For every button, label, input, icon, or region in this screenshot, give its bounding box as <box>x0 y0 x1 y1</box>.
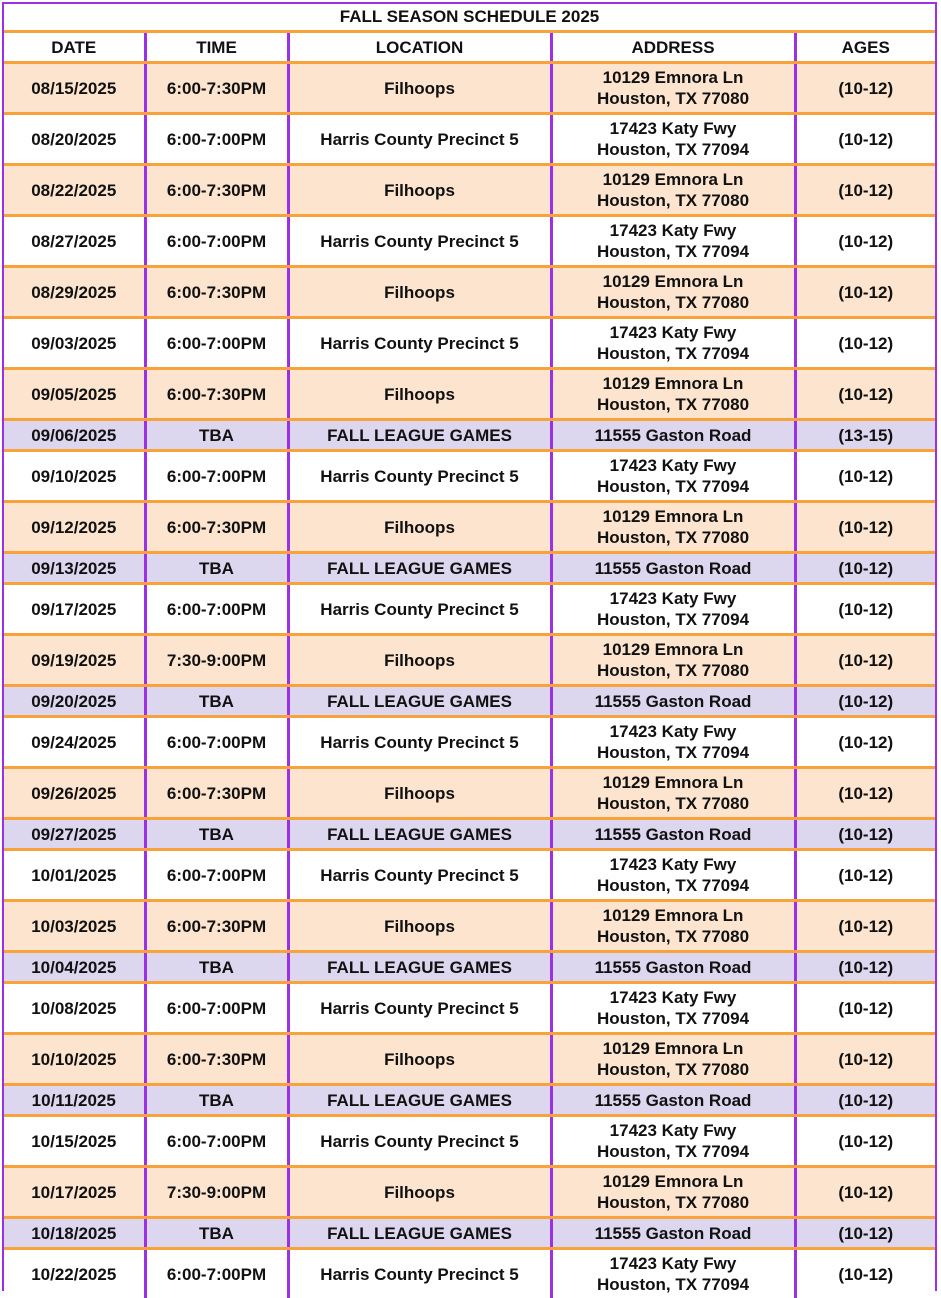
cell-time: 6:00-7:30PM <box>145 768 288 819</box>
address-line-1: 10129 Emnora Ln <box>553 373 794 394</box>
cell-date: 09/13/2025 <box>4 553 145 584</box>
address-line-2: Houston, TX 77094 <box>553 343 794 364</box>
table-row <box>4 1085 935 1116</box>
cell-time: 6:00-7:30PM <box>145 267 288 318</box>
table-row <box>4 635 935 686</box>
schedule-rows <box>4 63 935 1298</box>
cell-location: FALL LEAGUE GAMES <box>288 819 551 850</box>
cell-address <box>551 819 795 850</box>
cell-time: 6:00-7:00PM <box>145 584 288 635</box>
address-line-1: 10129 Emnora Ln <box>553 1171 794 1192</box>
cell-time: 6:00-7:00PM <box>145 1116 288 1167</box>
address-line-2: Houston, TX 77080 <box>553 88 794 109</box>
table-row <box>4 114 935 165</box>
cell-time: TBA <box>145 819 288 850</box>
cell-address <box>551 451 795 502</box>
address-line-2: Houston, TX 77094 <box>553 1141 794 1162</box>
cell-location: Filhoops <box>288 502 551 553</box>
cell-location: Harris County Precinct 5 <box>288 451 551 502</box>
cell-location: Filhoops <box>288 63 551 114</box>
table-row <box>4 267 935 318</box>
cell-ages: (10-12) <box>795 1249 935 1298</box>
cell-date: 09/26/2025 <box>4 768 145 819</box>
cell-location: Harris County Precinct 5 <box>288 717 551 768</box>
cell-address <box>551 216 795 267</box>
cell-address <box>551 717 795 768</box>
cell-address <box>551 502 795 553</box>
address-line-2: Houston, TX 77094 <box>553 609 794 630</box>
table-row <box>4 165 935 216</box>
cell-time: 6:00-7:00PM <box>145 451 288 502</box>
cell-date: 08/29/2025 <box>4 267 145 318</box>
cell-ages: (10-12) <box>795 451 935 502</box>
cell-address <box>551 1116 795 1167</box>
cell-location: FALL LEAGUE GAMES <box>288 420 551 451</box>
cell-address <box>551 952 795 983</box>
table-row <box>4 1167 935 1218</box>
cell-ages: (10-12) <box>795 686 935 717</box>
cell-location: Harris County Precinct 5 <box>288 983 551 1034</box>
table-row <box>4 1218 935 1249</box>
address-line-1: 11555 Gaston Road <box>553 1090 794 1111</box>
cell-address <box>551 850 795 901</box>
table-row <box>4 686 935 717</box>
cell-ages: (10-12) <box>795 553 935 584</box>
cell-location: Harris County Precinct 5 <box>288 1249 551 1298</box>
cell-date: 08/27/2025 <box>4 216 145 267</box>
cell-date: 10/11/2025 <box>4 1085 145 1116</box>
table-row <box>4 768 935 819</box>
cell-address <box>551 983 795 1034</box>
cell-location: Filhoops <box>288 1167 551 1218</box>
cell-location: Filhoops <box>288 635 551 686</box>
cell-time: TBA <box>145 420 288 451</box>
cell-ages: (10-12) <box>795 901 935 952</box>
header-row <box>4 33 935 63</box>
address-line-2: Houston, TX 77094 <box>553 476 794 497</box>
table-row <box>4 819 935 850</box>
cell-date: 10/18/2025 <box>4 1218 145 1249</box>
cell-ages: (10-12) <box>795 318 935 369</box>
address-line-2: Houston, TX 77094 <box>553 139 794 160</box>
address-line-2: Houston, TX 77080 <box>553 1192 794 1213</box>
header-time: TIME <box>145 33 288 63</box>
address-line-2: Houston, TX 77080 <box>553 190 794 211</box>
table-row <box>4 451 935 502</box>
table-row <box>4 584 935 635</box>
cell-address <box>551 553 795 584</box>
cell-time: 6:00-7:00PM <box>145 850 288 901</box>
cell-date: 10/08/2025 <box>4 983 145 1034</box>
cell-address <box>551 686 795 717</box>
cell-address <box>551 768 795 819</box>
cell-address <box>551 1085 795 1116</box>
cell-location: Harris County Precinct 5 <box>288 318 551 369</box>
address-line-1: 10129 Emnora Ln <box>553 67 794 88</box>
cell-date: 10/17/2025 <box>4 1167 145 1218</box>
address-line-1: 11555 Gaston Road <box>553 957 794 978</box>
cell-date: 08/15/2025 <box>4 63 145 114</box>
cell-time: 6:00-7:30PM <box>145 165 288 216</box>
address-line-1: 11555 Gaston Road <box>553 824 794 845</box>
cell-date: 09/27/2025 <box>4 819 145 850</box>
cell-date: 09/17/2025 <box>4 584 145 635</box>
cell-time: TBA <box>145 1085 288 1116</box>
cell-address <box>551 635 795 686</box>
cell-ages: (10-12) <box>795 267 935 318</box>
cell-time: TBA <box>145 952 288 983</box>
cell-date: 10/01/2025 <box>4 850 145 901</box>
address-line-2: Houston, TX 77094 <box>553 1274 794 1295</box>
address-line-2: Houston, TX 77094 <box>553 742 794 763</box>
table-row <box>4 901 935 952</box>
cell-date: 09/20/2025 <box>4 686 145 717</box>
header-address: ADDRESS <box>551 33 795 63</box>
cell-time: TBA <box>145 686 288 717</box>
address-line-1: 10129 Emnora Ln <box>553 169 794 190</box>
cell-date: 10/15/2025 <box>4 1116 145 1167</box>
cell-address <box>551 420 795 451</box>
address-line-2: Houston, TX 77080 <box>553 926 794 947</box>
cell-time: 6:00-7:30PM <box>145 63 288 114</box>
cell-address <box>551 901 795 952</box>
table-row <box>4 850 935 901</box>
cell-time: 6:00-7:30PM <box>145 502 288 553</box>
cell-ages: (10-12) <box>795 165 935 216</box>
cell-ages: (10-12) <box>795 584 935 635</box>
cell-time: 6:00-7:30PM <box>145 369 288 420</box>
table-row <box>4 420 935 451</box>
header-date: DATE <box>4 33 145 63</box>
cell-ages: (10-12) <box>795 369 935 420</box>
table-row <box>4 216 935 267</box>
address-line-1: 17423 Katy Fwy <box>553 854 794 875</box>
cell-location: Harris County Precinct 5 <box>288 584 551 635</box>
cell-ages: (10-12) <box>795 63 935 114</box>
table-row <box>4 952 935 983</box>
address-line-1: 17423 Katy Fwy <box>553 322 794 343</box>
address-line-1: 11555 Gaston Road <box>553 558 794 579</box>
cell-time: 6:00-7:00PM <box>145 114 288 165</box>
address-line-1: 17423 Katy Fwy <box>553 220 794 241</box>
table-row <box>4 1249 935 1298</box>
cell-time: 7:30-9:00PM <box>145 1167 288 1218</box>
cell-ages: (10-12) <box>795 1218 935 1249</box>
cell-ages: (13-15) <box>795 420 935 451</box>
cell-ages: (10-12) <box>795 1034 935 1085</box>
cell-address <box>551 114 795 165</box>
cell-date: 09/03/2025 <box>4 318 145 369</box>
table-row <box>4 717 935 768</box>
cell-date: 08/20/2025 <box>4 114 145 165</box>
cell-time: 6:00-7:00PM <box>145 983 288 1034</box>
cell-ages: (10-12) <box>795 1167 935 1218</box>
cell-date: 10/22/2025 <box>4 1249 145 1298</box>
table-row <box>4 1034 935 1085</box>
cell-address <box>551 1034 795 1085</box>
cell-ages: (10-12) <box>795 717 935 768</box>
address-line-1: 11555 Gaston Road <box>553 1223 794 1244</box>
address-line-1: 10129 Emnora Ln <box>553 1038 794 1059</box>
cell-date: 09/10/2025 <box>4 451 145 502</box>
schedule-sheet <box>2 2 937 1291</box>
cell-time: 6:00-7:30PM <box>145 1034 288 1085</box>
address-line-1: 17423 Katy Fwy <box>553 1120 794 1141</box>
address-line-1: 11555 Gaston Road <box>553 425 794 446</box>
cell-address <box>551 165 795 216</box>
cell-location: Harris County Precinct 5 <box>288 216 551 267</box>
cell-address <box>551 1167 795 1218</box>
address-line-1: 11555 Gaston Road <box>553 691 794 712</box>
header-location: LOCATION <box>288 33 551 63</box>
cell-location: Filhoops <box>288 267 551 318</box>
cell-time: 7:30-9:00PM <box>145 635 288 686</box>
address-line-1: 17423 Katy Fwy <box>553 118 794 139</box>
cell-ages: (10-12) <box>795 768 935 819</box>
cell-date: 09/05/2025 <box>4 369 145 420</box>
cell-date: 09/12/2025 <box>4 502 145 553</box>
cell-time: TBA <box>145 1218 288 1249</box>
cell-location: FALL LEAGUE GAMES <box>288 1085 551 1116</box>
cell-ages: (10-12) <box>795 635 935 686</box>
address-line-1: 17423 Katy Fwy <box>553 721 794 742</box>
schedule-title: FALL SEASON SCHEDULE 2025 <box>4 4 935 33</box>
cell-ages: (10-12) <box>795 1116 935 1167</box>
address-line-2: Houston, TX 77094 <box>553 1008 794 1029</box>
cell-date: 10/10/2025 <box>4 1034 145 1085</box>
cell-location: FALL LEAGUE GAMES <box>288 952 551 983</box>
cell-location: Filhoops <box>288 901 551 952</box>
cell-ages: (10-12) <box>795 114 935 165</box>
address-line-2: Houston, TX 77080 <box>553 660 794 681</box>
cell-address <box>551 584 795 635</box>
address-line-2: Houston, TX 77080 <box>553 394 794 415</box>
cell-date: 10/04/2025 <box>4 952 145 983</box>
address-line-2: Houston, TX 77080 <box>553 292 794 313</box>
address-line-2: Houston, TX 77080 <box>553 1059 794 1080</box>
cell-date: 08/22/2025 <box>4 165 145 216</box>
address-line-1: 10129 Emnora Ln <box>553 905 794 926</box>
cell-time: 6:00-7:00PM <box>145 1249 288 1298</box>
cell-location: Filhoops <box>288 1034 551 1085</box>
table-row <box>4 502 935 553</box>
address-line-2: Houston, TX 77094 <box>553 875 794 896</box>
cell-location: Harris County Precinct 5 <box>288 114 551 165</box>
cell-location: FALL LEAGUE GAMES <box>288 1218 551 1249</box>
table-row <box>4 369 935 420</box>
cell-location: Filhoops <box>288 369 551 420</box>
address-line-1: 10129 Emnora Ln <box>553 271 794 292</box>
cell-date: 09/06/2025 <box>4 420 145 451</box>
table-row <box>4 318 935 369</box>
cell-ages: (10-12) <box>795 952 935 983</box>
cell-time: 6:00-7:00PM <box>145 717 288 768</box>
cell-ages: (10-12) <box>795 819 935 850</box>
address-line-1: 17423 Katy Fwy <box>553 1253 794 1274</box>
cell-ages: (10-12) <box>795 850 935 901</box>
cell-address <box>551 1218 795 1249</box>
address-line-1: 17423 Katy Fwy <box>553 588 794 609</box>
cell-time: 6:00-7:30PM <box>145 901 288 952</box>
cell-address <box>551 369 795 420</box>
cell-time: 6:00-7:00PM <box>145 216 288 267</box>
cell-location: Harris County Precinct 5 <box>288 850 551 901</box>
cell-ages: (10-12) <box>795 502 935 553</box>
cell-address <box>551 1249 795 1298</box>
cell-ages: (10-12) <box>795 216 935 267</box>
cell-date: 10/03/2025 <box>4 901 145 952</box>
address-line-2: Houston, TX 77094 <box>553 241 794 262</box>
cell-time: TBA <box>145 553 288 584</box>
table-row <box>4 1116 935 1167</box>
cell-address <box>551 267 795 318</box>
cell-location: Harris County Precinct 5 <box>288 1116 551 1167</box>
address-line-1: 10129 Emnora Ln <box>553 639 794 660</box>
cell-location: Filhoops <box>288 768 551 819</box>
cell-location: FALL LEAGUE GAMES <box>288 553 551 584</box>
header-ages: AGES <box>795 33 935 63</box>
schedule-table <box>4 33 935 1298</box>
cell-location: FALL LEAGUE GAMES <box>288 686 551 717</box>
address-line-1: 10129 Emnora Ln <box>553 772 794 793</box>
table-row <box>4 553 935 584</box>
table-row <box>4 63 935 114</box>
address-line-1: 17423 Katy Fwy <box>553 987 794 1008</box>
address-line-1: 10129 Emnora Ln <box>553 506 794 527</box>
address-line-2: Houston, TX 77080 <box>553 527 794 548</box>
cell-date: 09/19/2025 <box>4 635 145 686</box>
cell-time: 6:00-7:00PM <box>145 318 288 369</box>
cell-date: 09/24/2025 <box>4 717 145 768</box>
cell-location: Filhoops <box>288 165 551 216</box>
table-row <box>4 983 935 1034</box>
cell-address <box>551 318 795 369</box>
cell-ages: (10-12) <box>795 1085 935 1116</box>
address-line-1: 17423 Katy Fwy <box>553 455 794 476</box>
cell-ages: (10-12) <box>795 983 935 1034</box>
cell-address <box>551 63 795 114</box>
address-line-2: Houston, TX 77080 <box>553 793 794 814</box>
